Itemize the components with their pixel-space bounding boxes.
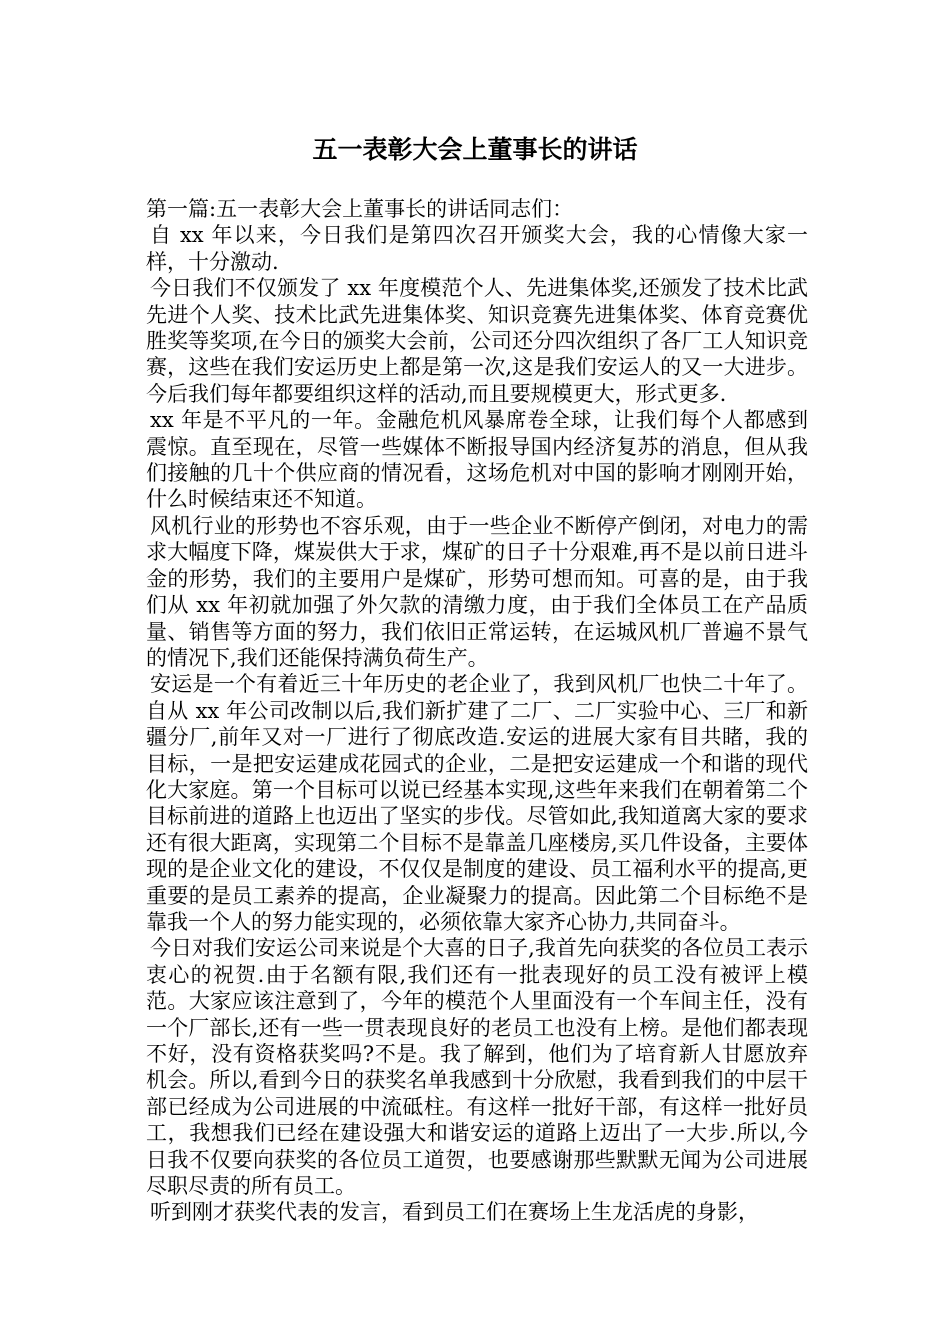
- paragraph-heading-line: 第一篇:五一表彰大会上董事长的讲话同志们：: [146, 197, 574, 221]
- paragraph: 风机行业的形势也不容乐观，由于一些企业不断停产倒闭，对电力的需求大幅度下降，煤炭供大于求，煤矿的日子十分艰难,再不是以前日进斗金的形势，我们的主要用户是煤矿，形势可想而知。可喜的是，由于我们从 xx 年初就加强了外欠款的清缴力度，由于我们全体员工在产品质量、销售等方面的努力，我们依旧正常运转，在运城风机厂普遍不景气的情况下,我们还能保持满负荷生产。: [146, 513, 808, 670]
- paragraph: 听到刚才获奖代表的发言，看到员工们在赛场上生龙活虎的身影，: [150, 1200, 759, 1225]
- paragraph: xx 年是不平凡的一年。金融危机风暴席卷全球，让我们每个人都感到震惊。直至现在，尽管一些媒体不断报导国内经济复苏的消息，但从我们接触的几十个供应商的情况看，这场危机对中国的影响才刚刚开始，什么时候结束还不知道。: [146, 408, 808, 512]
- document-body: [146, 196, 808, 1226]
- paragraph: 安运是一个有着近三十年历史的老企业了，我到风机厂也快二十年了。自从 xx 年公司改制以后,我们新扩建了二厂、二厂实验中心、三厂和新疆分厂,前年又对一厂进行了彻底改造.安运的进展大家有目共睹，我的目标，一是把安运建成花园式的企业，二是把安运建成一个和谐的现代化大家庭。第一个目标可以说已经基本实现,这些年来我们在朝着第二个目标前进的道路上也迈出了坚实的步伐。尽管如此,我知道离大家的要求还有很大距离，实现第二个目标不是靠盖几座楼房,买几件设备，主要体现的是企业文化的建设，不仅仅是制度的建设、员工福利水平的提高,更重要的是员工素养的提高，企业凝聚力的提高。因此第二个目标绝不是靠我一个人的努力能实现的，必须依靠大家齐心协力,共同奋斗。: [146, 672, 808, 934]
- paragraph: 今日对我们安运公司来说是个大喜的日子,我首先向获奖的各位员工表示衷心的祝贺.由于名额有限,我们还有一批表现好的员工没有被评上模范。大家应该注意到了，今年的模范个人里面没有一个车间主任，没有一个厂部长,还有一些一贯表现良好的老员工也没有上榜。是他们都表现不好，没有资格获奖吗?不是。我了解到，他们为了培育新人甘愿放弃机会。所以,看到今日的获奖名单我感到十分欣慰，我看到我们的中层干部已经成为公司进展的中流砥柱。有这样一批好干部，有这样一批好员工，我想我们已经在建设强大和谐安运的道路上迈出了一大步.所以,今日我不仅要向获奖的各位员工道贺，也要感谢那些默默无闻为公司进展尽职尽责的所有员工。: [146, 936, 808, 1199]
- paragraph: 今日我们不仅颁发了 xx 年度模范个人、先进集体奖,还颁发了技术比武先进个人奖、技术比武先进集体奖、知识竞赛先进集体奖、体育竞赛优胜奖等奖项,在今日的颁奖大会前，公司还分四次组织了各厂工人知识竞赛，这些在我们安运历史上都是第一次,这是我们安运人的又一大进步。今后我们每年都要组织这样的活动,而且要规模更大，形式更多.: [146, 276, 808, 406]
- document-title: 五一表彰大会上董事长的讲话: [312, 135, 638, 164]
- paragraph: 自 xx 年以来，今日我们是第四次召开颁奖大会，我的心情像大家一样，十分激动.: [146, 223, 808, 274]
